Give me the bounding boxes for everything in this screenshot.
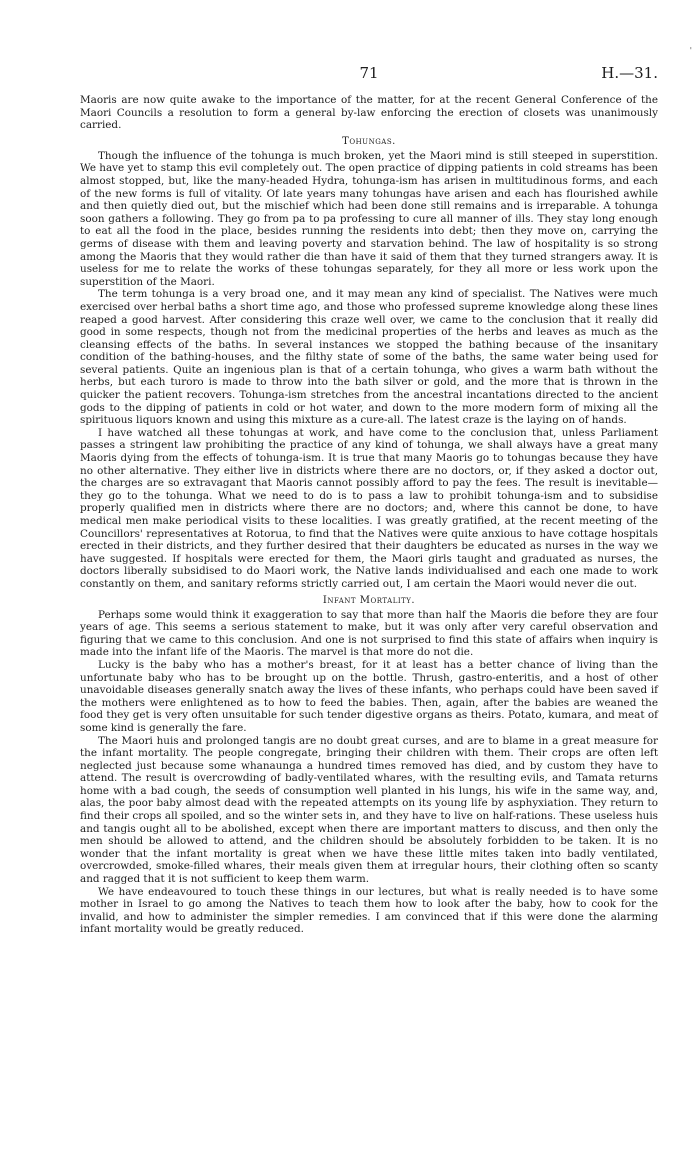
- paragraph-huis-tangis: The Maori huis and prolonged tangis are no doubt great curses, and are to blame in a great measure for the infant mortality. The people congregate, bringing their children with them. Their crops are often left neglected just because some whanaunga a hundred times removed has died, and by custom they have to attend. The result is overcrowding of badly-ventilated whares, with the resulting evils, and Tamata returns home with a bad cough, the seeds of consumption well planted in his lungs, his wife in the same way, and, alas, the poor baby almost dead with the repeated attempts on its young life by asphyxiation. They return to find their crops all spoiled, and so the winter sets in, and they have to live on half-rations. These useless huis and tangis ought all to be abolished, except when there are important matters to discuss, and then only the men should be allowed to attend, and the children should be absolutely forbidden to be taken. It is no wonder that the infant mortality is great when we have these little mites taken into badly ventilated, overcrowded, smoke-filled whares, their meals given them at irregular hours, their clothing often so scanty and ragged that it is not sufficient to keep them warm.: [80, 734, 658, 886]
- paragraph-tohunga-influence: Though the influence of the tohunga is much broken, yet the Maori mind is still steeped in superstition. We have yet to stamp this evil completely out. The open practice of dipping patients in cold streams has been almost stopped, but, like the many-headed Hydra, tohunga-ism has arisen in multitudinous forms, and each of the new forms is full of vitality. Of late years many tohungas have arisen and each has flourished awhile and then quietly died out, but the mischief which had been done still remains and is irreparable. A tohunga soon gathers a following. They go from pa to pa professing to cure all manner of ills. They stay long enough to eat all the food in the place, besides running the residents into debt; then they move on, carrying the germs of disease with them and leaving poverty and starvation behind. The law of hospitality is so strong among the Maoris that they would rather die than have it said of them that they turned strangers away. It is useless for me to relate the works of these tohungas separately, for they all more or less work upon the superstition of the Maori.: [80, 149, 658, 288]
- paragraph-lectures: We have endeavoured to touch these things in our lectures, but what is really needed is to have some mother in Israel to go among the Natives to teach them how to look after the baby, how to cook for the invalid, and how to administer the simpler remedies. I am convinced that if this were done the alarming infant mortality would be greatly reduced.: [80, 885, 658, 936]
- paragraph-closets: Maoris are now quite awake to the importance of the matter, for at the recent General Conference of the Maori Councils a resolution to form a general by-law enforcing the erection of closets was unanimously carried.: [80, 94, 658, 132]
- paragraph-tohunga-law: I have watched all these tohungas at work, and have come to the conclusion that, unless Parliament passes a stringent law prohibiting the practice of any kind of tohunga, we shall always have a great many Maoris dying from the effects of tohunga-ism. It is true that many Maoris go to tohungas because they have no other alternative. They either live in districts where there are no doctors, or, if they asked a doctor out, the charges are so extravagant that Maoris cannot possibly afford to pay the fees. The result is inevitable—they go to the tohunga. What we need to do is to pass a law to prohibit tohunga-ism and to subsidise properly qualified men in districts where there are no doctors; and, where this cannot be done, to have medical men make periodical visits to these localities. I was greatly gratified, at the recent meeting of the Councillors' representatives at Rotorua, to find that the Natives were quite anxious to have cottage hospitals erected in their districts, and they further desired that their daughters be educated as nurses in the way we have suggested. If hospitals were erected for them, the Maori girls taught and graduated as nurses, the doctors liberally subsidised to do Maori work, the Native lands individualised and each one made to work constantly on them, and sanitary reforms strictly carried out, I am certain the Maori would never die out.: [80, 426, 658, 590]
- margin-mark: ': [689, 46, 692, 55]
- body-text: [80, 94, 658, 936]
- paragraph-infant-feeding: Lucky is the baby who has a mother's breast, for it at least has a better chance of living than the unfortunate baby who has to be brought up on the bottle. Thrush, gastro-enteritis, and a host of other unavoidable diseases generally snatch away the lives of these infants, who perhaps could have been saved if the mothers were enlightened as to how to feed the babies. Then, again, after the babies are weaned the food they get is very often unsuitable for such tender digestive organs as theirs. Potato, kumara, and meat of some kind is generally the fare.: [80, 658, 658, 734]
- paragraph-tohunga-term: The term tohunga is a very broad one, and it may mean any kind of specialist. The Natives were much exercised over herbal baths a short time ago, and those who professed supreme knowledge along these lines reaped a good harvest. After considering this craze well over, we came to the conclusion that it really did good in some respects, though not from the medicinal properties of the herbs and leaves as much as the cleansing effects of the baths. In several instances we stopped the bathing because of the insanitary condition of the bathing-houses, and the filthy state of some of the baths, the same water being used for several patients. Quite an ingenious plan is that of a certain tohunga, who gives a warm bath without the herbs, but each turoro is made to throw into the bath silver or gold, and the more that is thrown in the quicker the patient recovers. Tohunga-ism stretches from the ancestral incantations directed to the ancient gods to the dipping of patients in cold or hot water, and down to the more modern form of mixing all the spirituous liquors known and using this mixture as a cure-all. The latest craze is the laying on of hands.: [80, 288, 658, 427]
- document-reference: H.—31.: [601, 64, 658, 82]
- page-number: 71: [359, 64, 379, 82]
- heading-tohungas: Tohungas.: [342, 135, 396, 147]
- page-header: [80, 64, 658, 90]
- heading-infant-mortality: Infant Mortality.: [322, 594, 416, 606]
- paragraph-infant-exaggeration: Perhaps some would think it exaggeration to say that more than half the Maoris die before they are four years of age. This seems a serious statement to make, but it was only after very careful observation and figuring that we came to this conclusion. And one is not surprised to find this state of affairs when inquiry is made into the infant life of the Maoris. The marvel is that more do not die.: [80, 608, 658, 659]
- document-page: [80, 64, 658, 936]
